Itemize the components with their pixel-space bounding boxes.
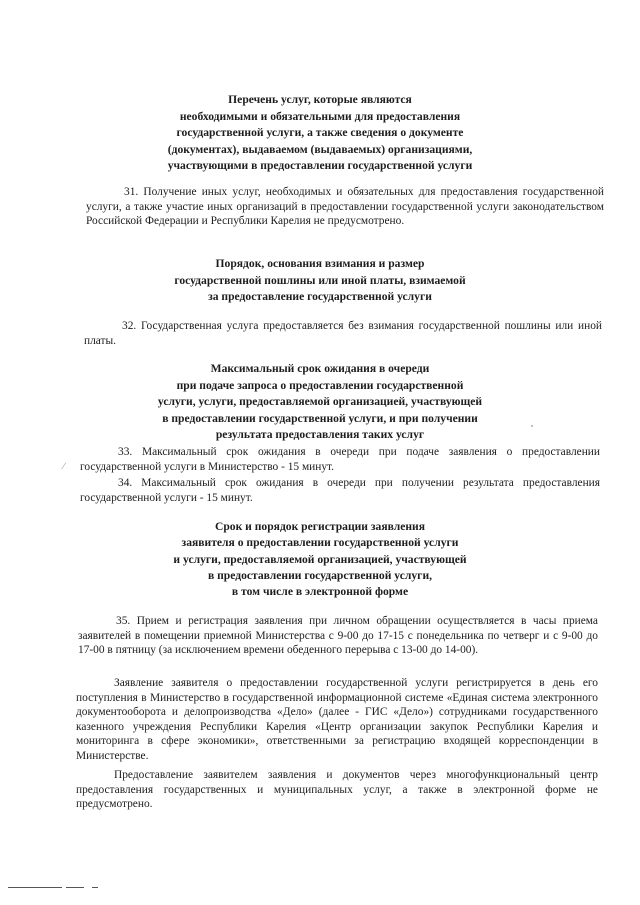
heading-queue-time [0, 361, 640, 444]
paragraph-35-mfc: Предоставление заявителем заявления и документов через многофункциональный центр предоставления государственных и муниципальных услуг, а также в электронной форме не предусмотрено. [76, 769, 598, 811]
paragraph-34: 34. Максимальный срок ожидания в очереди при получении результата предоставления государственной услуги - 15 минут. [80, 477, 600, 504]
heading-line: в предоставлении государственной услуги, [207, 568, 433, 582]
footer-rule [92, 887, 98, 888]
heading-state-fee [0, 256, 640, 306]
footer-rule [8, 887, 62, 888]
heading-line: (документах), выдаваемом (выдаваемых) организациями, [167, 142, 473, 156]
paragraph-35-registration: Заявление заявителя о предоставлении государственной услуги регистрируется в день его поступления в Министерство в государственной информационной системе «Единая система электронного документооборота и делопроизводства «Дело» (далее - ГИС «Дело») сотрудниками государственного казенного учреждения Республики Карелия «Центр организации закупок Республики Карелия и мониторинга в сфере экономики», ответственными за регистрацию входящей корреспонденции в Министерстве. [76, 677, 598, 762]
heading-line: при подаче запроса о предоставлении государственной [176, 378, 464, 392]
heading-line: услуги, услуги, предоставляемой организацией, участвующей [157, 395, 483, 408]
paragraph-31: 31. Получение иных услуг, необходимых и обязательных для предоставления государственной услуги, а также участие иных организаций в предоставлении государственной услуги законодательством Российской Федерации и Республики Карелия не предусмотрено. [86, 186, 604, 228]
heading-line: государственной пошлины или иной платы, взимаемой [174, 273, 466, 287]
scan-speck [531, 425, 533, 427]
heading-line: результата предоставления таких услуг [215, 428, 425, 441]
heading-line: в предоставлении государственной услуги, и при получении [162, 411, 478, 425]
heading-line: Порядок, основания взимания и размер [215, 257, 425, 270]
heading-line: необходимыми и обязательными для предоставления [179, 109, 461, 123]
heading-registration [0, 519, 640, 600]
paragraph-32: 32. Государственная услуга предоставляется без взимания государственной пошлины или иной платы. [84, 320, 602, 347]
paragraph-35: 35. Прием и регистрация заявления при личном обращении осуществляется в часы приема заявителей в помещении приемной Министерства с 9-00 до 17-15 с понедельника по четверг и с 9-00 до 17-00 в пятницу (за исключением времени обеденного перерыва с 13-00 до 14-00). [78, 615, 598, 657]
margin-mark: ⁄ [63, 461, 65, 471]
heading-line: Срок и порядок регистрации заявления [214, 520, 426, 533]
heading-line: заявителя о предоставлении государственной услуги [181, 536, 459, 550]
heading-required-services [0, 92, 640, 175]
heading-line: и услуги, предоставляемой организацией, участвующей [173, 552, 467, 566]
heading-line: Максимальный срок ожидания в очереди [210, 362, 430, 375]
heading-line: Перечень услуг, которые являются [228, 93, 412, 106]
heading-line: за предоставление государственной услуги [208, 290, 432, 303]
footer-rule [66, 887, 84, 888]
heading-line: в том числе в электронной форме [231, 585, 409, 599]
heading-line: государственной услуги, а также сведения о документе [176, 126, 464, 139]
paragraph-33: 33. Максимальный срок ожидания в очереди при подаче заявления о предоставлении государственной услуги в Министерство - 15 минут. [80, 446, 600, 473]
heading-line: участвующими в предоставлении государственной услуги [167, 159, 473, 172]
